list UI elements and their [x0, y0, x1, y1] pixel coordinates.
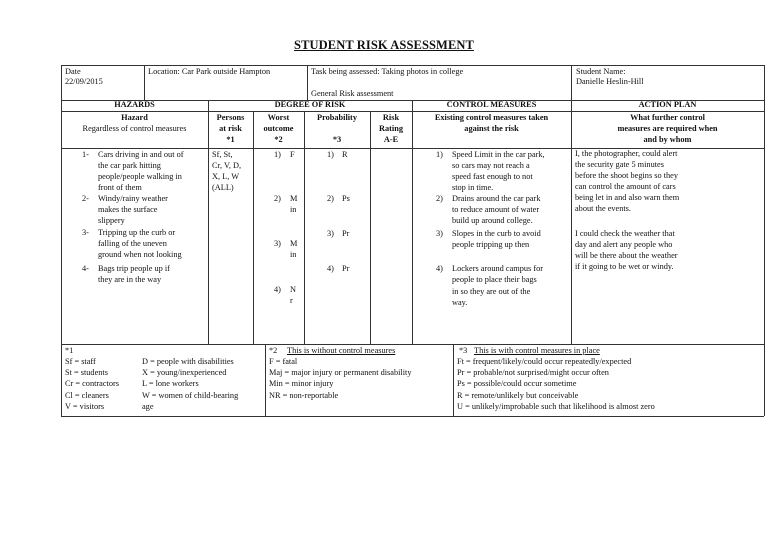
persons-line: (ALL)	[212, 183, 234, 192]
worst-number: 1)	[274, 150, 281, 159]
hazard-number: 4-	[82, 264, 89, 273]
worst-value-cont: in	[290, 250, 297, 259]
persons-line: Sf, St,	[212, 150, 233, 159]
persons-header: Persons	[216, 113, 245, 122]
hazard-line: slippery	[98, 216, 125, 225]
persons-header-2: at risk	[219, 124, 242, 133]
hazard-header: Hazard	[121, 113, 148, 122]
worst-outcome-header-2: outcome	[263, 124, 294, 133]
action-line: the security gate 5 minutes	[575, 160, 664, 169]
probability-header-ref: *3	[332, 135, 342, 144]
hazard-line: people/people walking in	[98, 172, 182, 181]
probability-value: Ps	[342, 194, 350, 203]
worst-outcome-header: Worst	[267, 113, 290, 122]
probability-number: 1)	[327, 150, 334, 159]
legend-item: V = visitors	[65, 402, 105, 411]
control-header: Existing control measures taken	[434, 113, 549, 122]
legend-item: R = remote/unlikely but conceivable	[457, 391, 579, 400]
probability-number: 2)	[327, 194, 334, 203]
hazard-line: makes the surface	[98, 205, 158, 214]
action-line: day and alert any people who	[575, 240, 673, 249]
control-number: 4)	[436, 264, 443, 273]
hazard-line: Windy/rainy weather	[98, 194, 168, 203]
hazard-subheader: Regardless of control measures	[82, 124, 187, 133]
worst-value: M	[290, 239, 298, 248]
section-hazards: HAZARDS	[114, 100, 155, 109]
legend-item: U = unlikely/improbable such that likelihood is almost zero	[457, 402, 655, 411]
control-line: people tripping up then	[452, 240, 530, 249]
document-title: STUDENT RISK ASSESSMENT	[294, 38, 474, 52]
action-line: if it going to be wet or windy.	[575, 262, 674, 271]
control-line: speed fast enough to not	[452, 172, 533, 181]
hazard-number: 2-	[82, 194, 89, 203]
persons-line: Cr, V, D,	[212, 161, 242, 170]
hazard-line: the car park hitting	[98, 161, 161, 170]
legend-item: Pr = probable/not surprised/might occur often	[457, 368, 609, 377]
hazard-line: ground when not looking	[98, 250, 182, 259]
legend-title: This is without control measures	[287, 346, 396, 355]
action-line: before the shoot begins so they	[575, 171, 678, 180]
action-line: can control the amount of cars	[575, 182, 676, 191]
worst-value-cont: in	[290, 205, 297, 214]
legend-item: NR = non-reportable	[269, 391, 339, 400]
legend-item: Sf = staff	[65, 357, 96, 366]
action-line: will be there about the weather	[575, 251, 678, 260]
control-line: Drains around the car park	[452, 194, 541, 203]
control-line: in so they are out of the	[452, 287, 531, 296]
worst-number: 4)	[274, 285, 281, 294]
legend-item: Cr = contractors	[65, 379, 119, 388]
action-header-3: and by whom	[643, 135, 692, 144]
date-label: Date	[65, 67, 81, 76]
control-line: Lockers around campus for	[452, 264, 544, 273]
probability-value: Pr	[342, 229, 350, 238]
legend-item: W = women of child-bearing	[142, 391, 239, 400]
legend-ref: *3	[459, 346, 468, 355]
legend-item: St = students	[65, 368, 108, 377]
legend-item: Ps = possible/could occur sometime	[457, 379, 577, 388]
hazard-line: front of them	[98, 183, 142, 192]
risk-rating-header-3: A-E	[383, 135, 399, 144]
worst-value: N	[290, 285, 296, 294]
location-text: Location: Car Park outside Hampton	[148, 67, 271, 76]
persons-line: X, L, W	[212, 172, 240, 181]
probability-header: Probability	[317, 113, 357, 122]
control-number: 1)	[436, 150, 443, 159]
action-header-2: measures are required when	[617, 124, 718, 133]
legend-item: F = fatal	[269, 357, 298, 366]
control-number: 2)	[436, 194, 443, 203]
risk-rating-header-2: Rating	[379, 124, 403, 133]
task-subtitle: General Risk assessment	[311, 89, 394, 98]
probability-value: Pr	[342, 264, 350, 273]
legend-item: age	[142, 402, 154, 411]
hazard-number: 3-	[82, 228, 89, 237]
control-number: 3)	[436, 229, 443, 238]
legend-ref: *2	[269, 346, 278, 355]
worst-number: 3)	[274, 239, 281, 248]
control-line: people to place their bags	[452, 275, 537, 284]
student-name-label: Student Name:	[576, 67, 626, 76]
control-line: Slopes in the curb to avoid	[452, 229, 541, 238]
action-line: I, the photographer, could alert	[575, 149, 678, 158]
hazard-line: Bags trip people up if	[98, 264, 170, 273]
worst-number: 2)	[274, 194, 281, 203]
action-header: What further control	[630, 113, 705, 122]
hazard-line: Tripping up the curb or	[98, 228, 176, 237]
probability-number: 3)	[327, 229, 334, 238]
action-line: about the events.	[575, 204, 631, 213]
control-header-2: against the risk	[464, 124, 519, 133]
control-line: way.	[452, 298, 468, 307]
legend-title: This is with control measures in place	[474, 346, 600, 355]
probability-number: 4)	[327, 264, 334, 273]
control-line: stop in time.	[452, 183, 494, 192]
worst-value: F	[290, 150, 295, 159]
risk-rating-header: Risk	[382, 113, 400, 122]
task-text: Task being assessed: Taking photos in college	[311, 67, 464, 76]
persons-header-ref: *1	[226, 135, 235, 144]
legend-ref: *1	[65, 346, 74, 355]
control-line: to reduce amount of water	[452, 205, 540, 214]
hazard-line: falling of the uneven	[98, 239, 167, 248]
worst-value-cont: r	[290, 296, 293, 305]
worst-value: M	[290, 194, 298, 203]
hazard-number: 1-	[82, 150, 89, 159]
legend-item: D = people with disabilities	[142, 357, 234, 366]
hazard-line: they are in the way	[98, 275, 162, 284]
hazard-line: Cars driving in and out of	[98, 150, 184, 159]
legend-item: Ft = frequent/likely/could occur repeatedly/expected	[457, 357, 632, 366]
legend-item: Maj = major injury or permanent disability	[269, 368, 412, 377]
control-line: so cars may not reach a	[452, 161, 530, 170]
section-degree-of-risk: DEGREE OF RISK	[274, 100, 346, 109]
section-action-plan: ACTION PLAN	[638, 100, 697, 109]
probability-value: R	[342, 150, 348, 159]
action-line: I could check the weather that	[575, 229, 675, 238]
action-line: being let in and also warn them	[575, 193, 680, 202]
student-name-value: Danielle Heslin-Hill	[576, 77, 644, 86]
legend-item: Cl = cleaners	[65, 391, 109, 400]
legend-item: Min = minor injury	[269, 379, 334, 388]
control-line: Speed Limit in the car park,	[452, 150, 545, 159]
control-line: build up around college.	[452, 216, 533, 225]
section-control-measures: CONTROL MEASURES	[446, 100, 537, 109]
worst-outcome-header-ref: *2	[274, 135, 283, 144]
legend-item: L = lone workers	[142, 379, 199, 388]
legend-item: X = young/inexperienced	[142, 368, 227, 377]
date-value: 22/09/2015	[65, 77, 103, 86]
